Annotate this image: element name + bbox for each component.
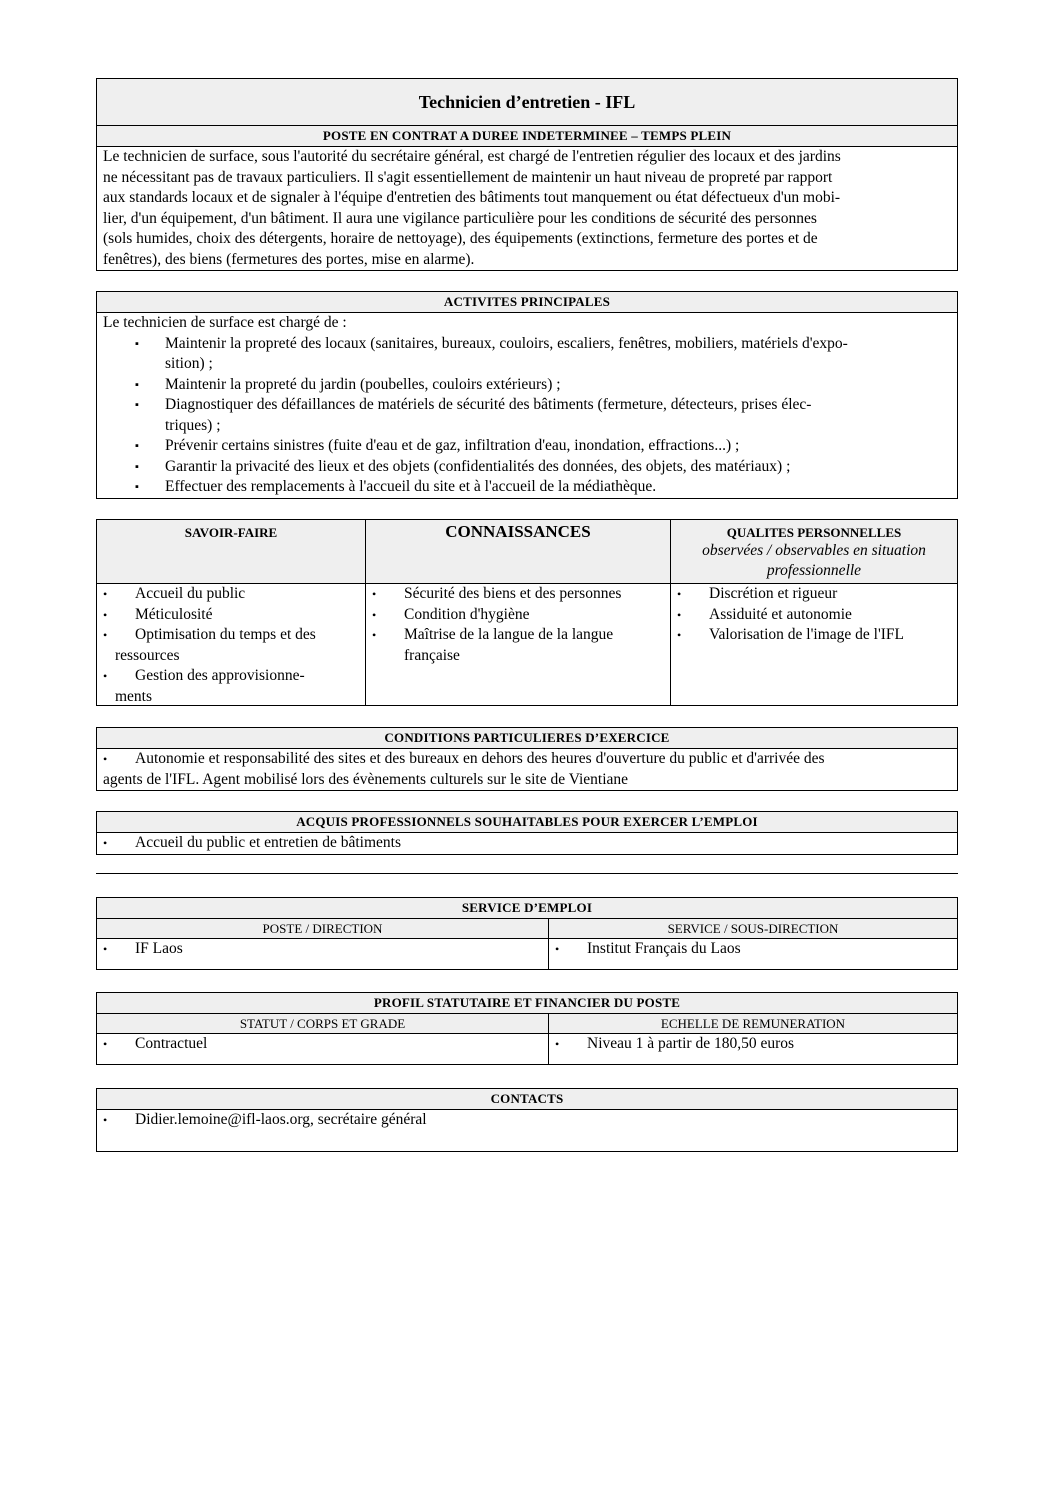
square-bullet-icon: ▪ — [135, 399, 139, 411]
acquis-box — [96, 811, 958, 855]
list-item: • Gestion des approvisionne- — [97, 666, 365, 687]
contract-line: lier, d'un équipement, d'un bâtiment. Il aura une vigilance particulière pour les conditions de sécurité des personnes — [103, 209, 817, 227]
bullet-icon: • — [372, 607, 377, 622]
bullet-icon: • — [555, 1037, 560, 1051]
bullet-icon: • — [103, 607, 108, 622]
conditions-box — [96, 727, 958, 791]
profil-box — [96, 992, 958, 1065]
bullet-icon: • — [103, 752, 108, 766]
bullet-icon: • — [103, 628, 108, 642]
bullet-icon: • — [677, 587, 682, 601]
bullet-icon: • — [677, 628, 682, 642]
poste-direction-value: • IF Laos — [97, 939, 548, 969]
list-item: ▪ Diagnostiquer des défaillances de matériels de sécurité des bâtiments (fermeture, détecteurs, prises élec- — [135, 395, 951, 416]
bullet-icon: • — [103, 942, 108, 956]
list-item: • Condition d'hygiène — [366, 605, 670, 626]
remuneration-value: • Niveau 1 à partir de 180,50 euros — [548, 1034, 957, 1064]
contract-header: POSTE EN CONTRAT A DUREE INDETERMINEE – TEMPS PLEIN — [97, 126, 957, 147]
activities-list — [97, 334, 957, 498]
list-item-continuation: ments — [115, 687, 153, 705]
list-item-continuation: ressources — [115, 646, 180, 664]
contacts-box — [96, 1088, 958, 1152]
list-item: • Accueil du public — [97, 584, 365, 605]
profil-header: PROFIL STATUTAIRE ET FINANCIER DU POSTE — [97, 993, 957, 1014]
qualites-header: QUALITES PERSONNELLES observées / observables en situation professionnelle — [670, 520, 957, 583]
list-item: • Maîtrise de la langue de la langue — [366, 625, 670, 646]
qualites-list — [670, 584, 957, 706]
bullet-icon: • — [103, 587, 108, 601]
page-title: Technicien d’entretien - IFL — [97, 79, 957, 126]
list-item: • Valorisation de l'image de l'IFL — [671, 625, 957, 646]
service-sous-direction-header: SERVICE / SOUS-DIRECTION — [548, 919, 957, 938]
profil-col-headers — [97, 1014, 957, 1034]
connaissances-header: CONNAISSANCES — [365, 520, 670, 583]
list-item-continuation: française — [404, 646, 460, 664]
square-bullet-icon: ▪ — [135, 481, 139, 493]
bullet-icon: • — [103, 836, 108, 850]
contact-email: Didier.lemoine@ifl-laos.org, secrétaire général — [135, 1111, 427, 1128]
bullet-icon: • — [103, 1113, 108, 1127]
profil-values — [97, 1034, 957, 1064]
list-item: ▪ Maintenir la propreté du jardin (poubelles, couloirs extérieurs) ; — [135, 375, 951, 396]
bullet-icon: • — [103, 1037, 108, 1051]
bullet-icon: • — [103, 669, 108, 683]
skills-header-row — [97, 520, 957, 584]
connaissances-list — [365, 584, 670, 706]
activities-box — [96, 291, 958, 499]
skills-table — [96, 519, 958, 706]
square-bullet-icon: ▪ — [135, 440, 139, 452]
list-item-continuation: triques) ; — [165, 416, 221, 434]
savoir-faire-list — [97, 584, 365, 706]
conditions-item: • Autonomie et responsabilité des sites et des bureaux en dehors des heures d'ouverture du public et d'arrivée des — [97, 749, 957, 770]
list-item: • Discrétion et rigueur — [671, 584, 957, 605]
statut-value: • Contractuel — [97, 1034, 548, 1064]
bullet-icon: • — [677, 607, 682, 622]
skills-body-row — [97, 584, 957, 706]
conditions-header: CONDITIONS PARTICULIERES D’EXERCICE — [97, 728, 957, 749]
acquis-item: • Accueil du public et entretien de bâtiments — [97, 833, 957, 854]
conditions-item-continuation: agents de l'IFL. Agent mobilisé lors des évènements culturels sur le site de Vientiane — [103, 770, 629, 788]
list-item: ▪ Effectuer des remplacements à l'accueil du site et à l'accueil de la médiathèque. — [135, 477, 951, 498]
service-sous-direction-value: • Institut Français du Laos — [548, 939, 957, 969]
remuneration-header: ECHELLE DE REMUNERATION — [548, 1014, 957, 1033]
service-box — [96, 897, 958, 970]
bullet-icon: • — [372, 628, 377, 642]
square-bullet-icon: ▪ — [135, 378, 139, 391]
bullet-icon: • — [555, 942, 560, 956]
poste-direction-header: POSTE / DIRECTION — [97, 919, 548, 938]
job-title-box — [96, 78, 958, 271]
activities-intro: Le technicien de surface est chargé de : — [103, 314, 347, 331]
activities-header: ACTIVITES PRINCIPALES — [97, 292, 957, 313]
list-item: ▪ Maintenir la propreté des locaux (sanitaires, bureaux, couloirs, escaliers, fenêtres, mobiliers, matériels d'expo- — [135, 334, 951, 355]
contract-line: aux standards locaux et de signaler à l'équipe d'entretien des bâtiments tout manquement ou état défectueux d'un mobi- — [103, 189, 841, 206]
bullet-icon: • — [372, 587, 377, 601]
service-col-headers — [97, 919, 957, 939]
contact-item — [97, 1110, 957, 1131]
separator-line — [96, 873, 958, 874]
contract-line: Le technicien de surface, sous l'autorité du secrétaire général, est chargé de l'entretien régulier des locaux et des jardins — [103, 148, 841, 165]
list-item: • Assiduité et autonomie — [671, 605, 957, 626]
square-bullet-icon: ▪ — [135, 460, 139, 473]
contacts-header: CONTACTS — [97, 1089, 957, 1110]
service-values — [97, 939, 957, 969]
savoir-faire-header: SAVOIR-FAIRE — [184, 525, 278, 540]
contract-line: fenêtres), des biens (fermetures des portes, mise en alarme). — [103, 250, 475, 268]
acquis-header: ACQUIS PROFESSIONNELS SOUHAITABLES POUR EXERCER L’EMPLOI — [97, 812, 957, 833]
contract-description — [97, 147, 957, 270]
contract-line: ne nécessitant pas de travaux particuliers. Il s'agit essentiellement de maintenir un haut niveau de propreté par rapport — [103, 168, 833, 186]
list-item: • Sécurité des biens et des personnes — [366, 584, 670, 605]
square-bullet-icon: ▪ — [135, 337, 139, 350]
statut-header: STATUT / CORPS ET GRADE — [97, 1014, 548, 1033]
list-item: • Méticulosité — [97, 605, 365, 626]
contract-line: (sols humides, choix des détergents, horaire de nettoyage), des équipements (extinctions, fermeture des portes et de — [103, 230, 818, 247]
list-item-continuation: sition) ; — [165, 355, 213, 372]
list-item: ▪ Garantir la privacité des lieux et des objets (confidentialités des données, des objets, des matériaux) ; — [135, 457, 951, 478]
service-header: SERVICE D’EMPLOI — [97, 898, 957, 919]
list-item: ▪ Prévenir certains sinistres (fuite d'eau et de gaz, infiltration d'eau, inondation, effractions...) ; — [135, 436, 951, 457]
list-item: • Optimisation du temps et des — [97, 625, 365, 646]
